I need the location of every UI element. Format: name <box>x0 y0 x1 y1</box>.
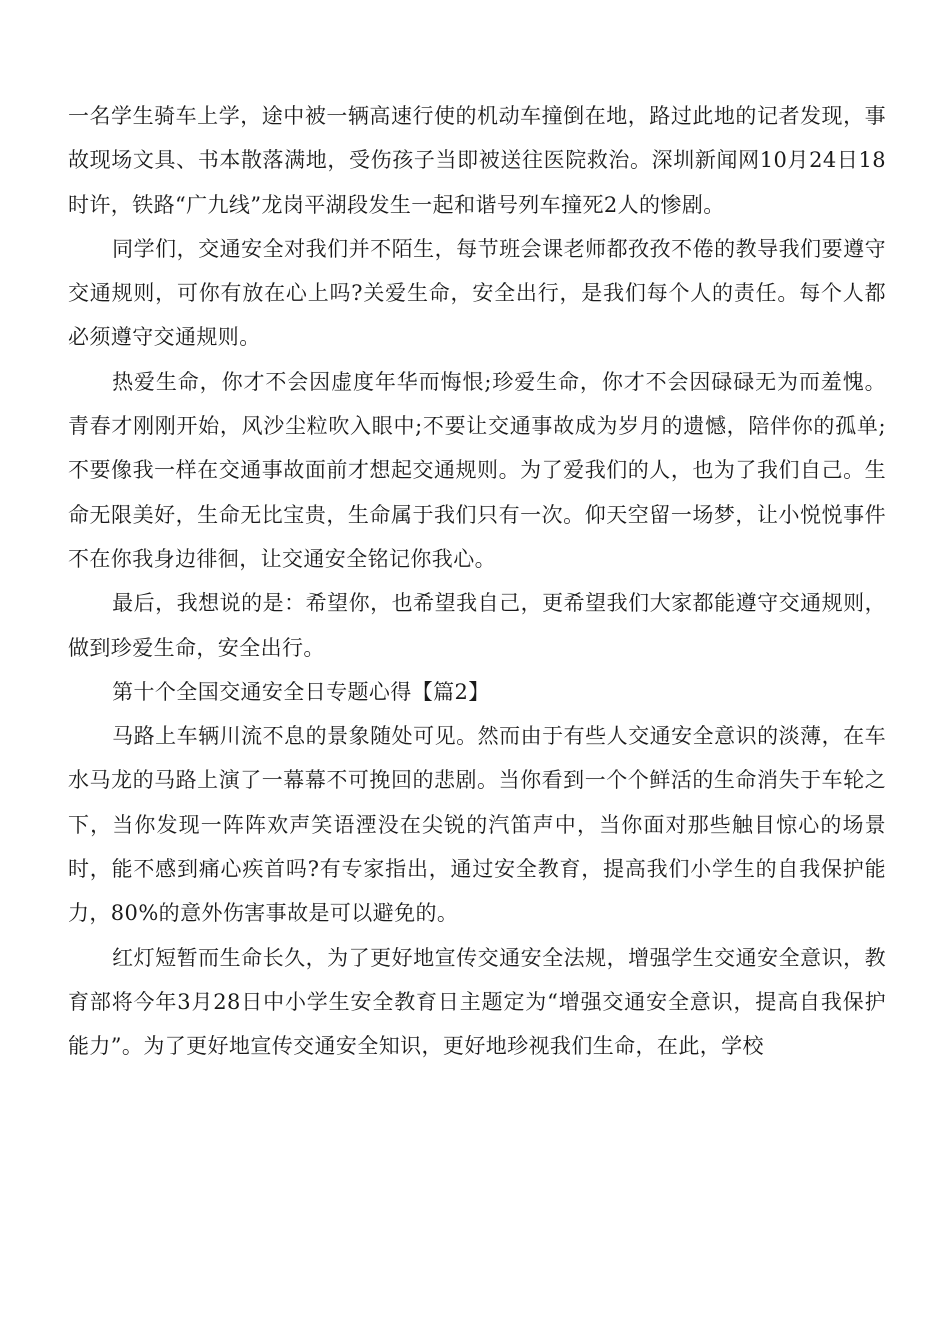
paragraph-2: 同学们，交通安全对我们并不陌生，每节班会课老师都孜孜不倦的教导我们要遵守交通规则，可你有放在心上吗?关爱生命，安全出行，是我们每个人的责任。每个人都必须遵守交通规则。 <box>68 236 886 350</box>
document-body <box>68 94 886 1069</box>
paragraph-4: 最后，我想说的是：希望你，也希望我自己，更希望我们大家都能遵守交通规则，做到珍爱生命，安全出行。 <box>68 591 886 660</box>
paragraph-5: 马路上车辆川流不息的景象随处可见。然而由于有些人交通安全意识的淡薄，在车水马龙的马路上演了一幕幕不可挽回的悲剧。当你看到一个个鲜活的生命消失于车轮之下，当你发现一阵阵欢声笑语湮没在尖锐的汽笛声中，当你面对那些触目惊心的场景时，能不感到痛心疾首吗?有专家指出，通过安全教育，提高我们小学生的自我保护能力，80%的意外伤害事故是可以避免的。 <box>68 724 886 926</box>
paragraph-3: 热爱生命，你才不会因虚度年华而悔恨;珍爱生命，你才不会因碌碌无为而羞愧。青春才刚刚开始，风沙尘粒吹入眼中;不要让交通事故成为岁月的遗憾，陪伴你的孤单;不要像我一样在交通事故面前才想起交通规则。为了爱我们的人，也为了我们自己。生命无限美好，生命无比宝贵，生命属于我们只有一次。仰天空留一场梦，让小悦悦事件不在你我身边徘徊，让交通安全铭记你我心。 <box>68 369 886 571</box>
paragraph-6: 红灯短暂而生命长久，为了更好地宣传交通安全法规，增强学生交通安全意识，教育部将今年3月28日中小学生安全教育日主题定为“增强交通安全意识，提高自我保护能力”。为了更好地宣传交通安全知识，更好地珍视我们生命，在此，学校 <box>68 945 886 1059</box>
section-heading: 第十个全国交通安全日专题心得【篇2】 <box>112 679 490 704</box>
paragraph-1: 一名学生骑车上学，途中被一辆高速行使的机动车撞倒在地，路过此地的记者发现，事故现场文具、书本散落满地，受伤孩子当即被送往医院救治。深圳新闻网10月24日18时许，铁路“广九线”龙岗平湖段发生一起和谐号列车撞死2人的惨剧。 <box>68 104 886 217</box>
